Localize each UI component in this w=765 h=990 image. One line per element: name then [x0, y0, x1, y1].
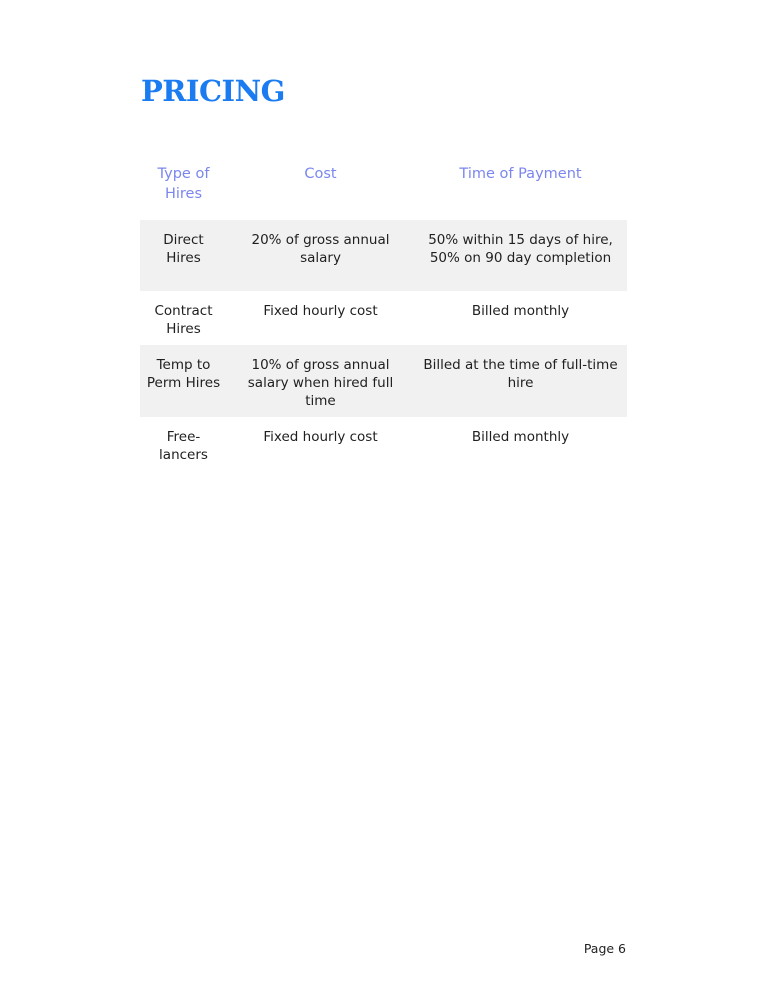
cell-payment: Billed monthly	[471, 429, 570, 445]
cell-cost: Fixed hourly cost	[263, 303, 378, 319]
cell-type: Temp to Perm Hires	[140, 345, 227, 417]
header-cost: Cost	[304, 166, 337, 182]
table-row	[140, 417, 627, 473]
cell-type: Free-lancers	[159, 429, 208, 463]
cell-type: Contract Hires	[154, 303, 213, 337]
cell-cost: Fixed hourly cost	[263, 429, 378, 445]
cell-payment: Billed monthly	[471, 303, 570, 319]
table-row	[140, 345, 627, 417]
pricing-table	[140, 156, 627, 473]
table-row	[140, 220, 627, 291]
header-time-of-payment: Time of Payment	[459, 166, 582, 182]
cell-cost: 10% of gross annual salary when hired full time	[227, 345, 414, 417]
table-row	[140, 291, 627, 345]
page-title: PRICING	[141, 74, 285, 108]
cell-cost: 20% of gross annual salary	[227, 220, 414, 291]
cell-type: Direct Hires	[140, 220, 227, 291]
cell-payment: Billed at the time of full-time hire	[414, 345, 627, 417]
table-header-row	[140, 156, 627, 220]
header-type-of-hires: Type of Hires	[157, 166, 210, 202]
page-number: Page 6	[583, 941, 626, 956]
cell-payment: 50% within 15 days of hire, 50% on 90 day completion	[414, 220, 627, 291]
